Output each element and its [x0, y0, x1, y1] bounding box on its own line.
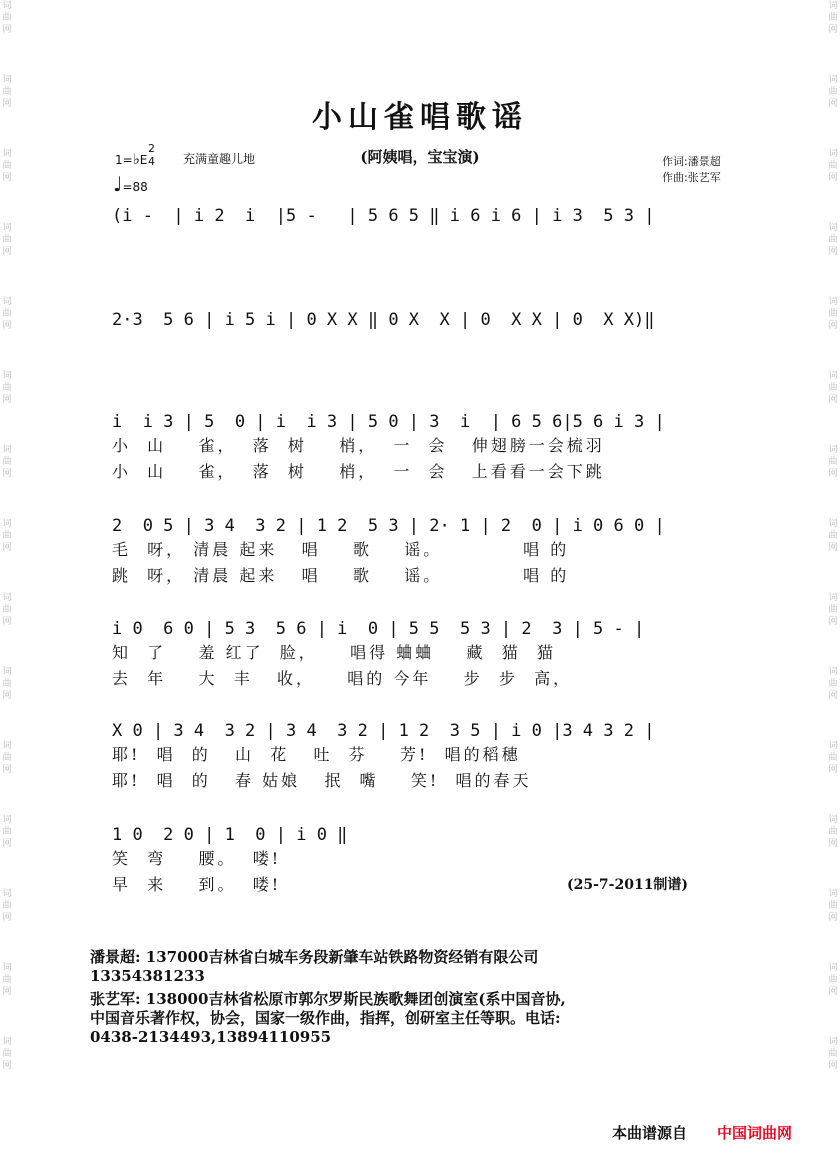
watermark-group: 词 曲 网 — [828, 815, 838, 849]
notation-row: 2 0 5 | 3 4 3 2 | 1 2 5 3 | 2· 1 | 2 0 | i 0 6 0 | — [112, 516, 665, 536]
notation-row: 2·3 5 6 | i 5 i | 0 X X ‖ 0 X X | 0 X X | 0 X X)‖ — [112, 310, 655, 330]
date-note: (25-7-2011制谱) — [567, 877, 689, 893]
watermark-group: 词 曲 网 — [828, 519, 838, 553]
watermark-group: 词 曲 网 — [828, 149, 838, 183]
score-line-2 — [112, 309, 762, 331]
song-title: 小山雀唱歌谣 — [312, 100, 528, 135]
lyrics-verse-2: 小 山 雀， 落 树 梢， 一 会 上看看一会下跳 — [112, 462, 605, 481]
watermark-group: 词 曲 网 — [2, 371, 12, 405]
watermark-group: 词 曲 网 — [2, 1037, 12, 1071]
lyrics-verse-2: 去 年 大 丰 收， 唱的 今年 步 步 高， — [112, 669, 573, 688]
watermark-group: 词 曲 网 — [2, 519, 12, 553]
expression-mark: 充满童趣儿地 — [183, 152, 256, 166]
watermark-group: 词 曲 网 — [2, 445, 12, 479]
lyrics-verse-1: 毛 呀， 清晨 起来 唱 歌 谣。 唱 的 — [112, 540, 570, 559]
lyrics-verse-2: 跳 呀， 清晨 起来 唱 歌 谣。 唱 的 — [112, 566, 570, 585]
notation-row: 1 0 2 0 | 1 0 | i 0 ‖ — [112, 825, 348, 845]
lyrics-verse-2: 耶! 唱 的 春 姑娘 抿 嘴 笑! 唱的春天 — [112, 771, 532, 790]
lyricist-contact: 潘景超: 137000吉林省白城车务段新肇车站铁路物资经销有限公司 13354381233 — [90, 948, 539, 985]
notation-row: i i 3 | 5 0 | i i 3 | 5 0 | 3 i | 6 5 6|5 6 i 3 | — [112, 412, 665, 432]
lyrics-verse-1: 笑 弯 腰。 喽! — [112, 849, 282, 868]
key-signature: 1=♭E — [115, 150, 148, 168]
watermark-group: 词 曲 网 — [828, 593, 838, 627]
source-site-link[interactable]: 中国词曲网 — [717, 1124, 793, 1142]
flat-symbol: ♭ — [132, 150, 140, 168]
score-line-3 — [112, 411, 762, 485]
composer-contact: 张艺军: 138000吉林省松原市郭尔罗斯民族歌舞团创演室(系中国音协, 中国音乐著作权，协会，国家一级作曲，指挥，创研室主任等职。电话: 0438-2134493,13894110955 — [90, 990, 566, 1046]
notation-row: (i - | i 2 i |5 - | 5 6 5 ‖ i 6 i 6 | i 3 5 3 | — [112, 206, 655, 226]
watermark-group: 词 曲 网 — [828, 1037, 838, 1071]
watermark-group: 词 曲 网 — [2, 223, 12, 257]
watermark-group: 词 曲 网 — [828, 75, 838, 109]
watermark-group: 词 曲 网 — [828, 371, 838, 405]
lyrics-verse-1: 小 山 雀， 落 树 梢， 一 会 伸翅膀一会梳羽 — [112, 436, 605, 455]
watermark-group: 词 曲 网 — [828, 223, 838, 257]
tempo-mark: ♩=88 — [113, 172, 148, 196]
performance-note: (阿姨唱，宝宝演) — [360, 148, 480, 166]
watermark-group: 词 曲 网 — [828, 445, 838, 479]
notation-row: i 0 6 0 | 5 3 5 6 | i 0 | 5 5 5 3 | 2 3 | 5 - | — [112, 619, 645, 639]
watermark-group: 词 曲 网 — [828, 741, 838, 775]
watermark-group: 词 曲 网 — [2, 815, 12, 849]
watermark-group: 词 曲 网 — [2, 741, 12, 775]
right-watermark — [826, 0, 840, 1169]
lyrics-verse-1: 耶! 唱 的 山 花 吐 芬 芳! 唱的稻穗 — [112, 745, 521, 764]
watermark-group: 词 曲 网 — [2, 149, 12, 183]
watermark-group: 词 曲 网 — [2, 667, 12, 701]
watermark-group: 词 曲 网 — [2, 963, 12, 997]
watermark-group: 词 曲 网 — [2, 297, 12, 331]
left-watermark — [0, 0, 14, 1169]
score-line-4 — [112, 515, 762, 589]
source-label: 本曲谱源自 — [612, 1124, 688, 1142]
watermark-group: 词 曲 网 — [2, 1, 12, 35]
watermark-group: 词 曲 网 — [2, 889, 12, 923]
lyrics-verse-1: 知 了 羞 红了 脸， 唱得 蛐蛐 藏 猫 猫 — [112, 643, 556, 662]
watermark-group: 词 曲 网 — [828, 297, 838, 331]
watermark-group: 词 曲 网 — [2, 75, 12, 109]
watermark-group: 词 曲 网 — [828, 1, 838, 35]
watermark-group: 词 曲 网 — [828, 667, 838, 701]
lyricist-credit: 作词:潘景超 — [662, 155, 721, 168]
watermark-group: 词 曲 网 — [828, 889, 838, 923]
score-line-1 — [112, 205, 762, 227]
score-line-5 — [112, 618, 762, 692]
score-line-6 — [112, 720, 762, 794]
lyrics-verse-2: 早 来 到。 喽! — [112, 875, 282, 894]
time-signature: 2 4 — [148, 142, 155, 168]
quarter-note-icon: ♩ — [113, 172, 123, 196]
watermark-group: 词 曲 网 — [828, 963, 838, 997]
notation-row: X 0 | 3 4 3 2 | 3 4 3 2 | 1 2 3 5 | i 0 |3 4 3 2 | — [112, 721, 655, 741]
watermark-group: 词 曲 网 — [2, 593, 12, 627]
composer-credit: 作曲:张艺军 — [662, 171, 721, 184]
